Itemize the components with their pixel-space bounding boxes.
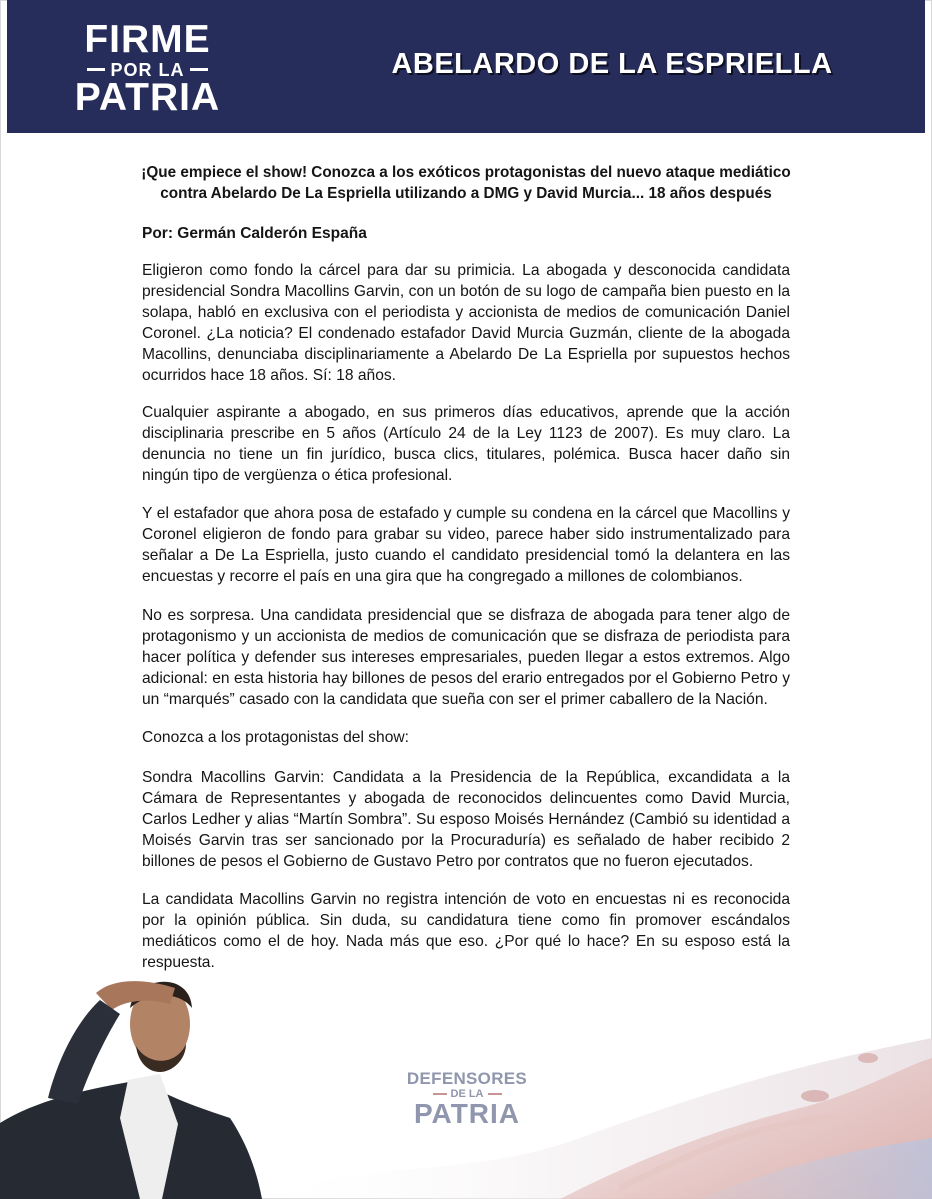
paragraph-5: Conozca a los protagonistas del show: [142,729,409,746]
firme-por-la-patria-logo [65,18,230,119]
footer-logo-line-3: PATRIA [413,1098,521,1129]
footer-logo-rule-right [488,1093,502,1095]
paragraph-6: Sondra Macollins Garvin: Candidata a la Presidencia de la República, excandidata a la Cámara de Representantes y abogada de reconocidos delincuentes como David Murcia, Carlos Ledher y alias “Martín Sombra”. Su esposo Moisés Hernández (Cambió su identidad a Moisés Garvin tras ser sancionado por la Procuraduría) es señalado de haber recibido 2 billones de pesos el Gobierno de Gustavo Petro por contratos que no fueron ejecutados. [142,769,790,870]
logo-rule-right [190,68,208,71]
logo-line-3: PATRIA [74,76,221,119]
article-title [110,162,822,204]
paragraph-1: Eligieron como fondo la cárcel para dar su primicia. La abogada y desconocida candidata presidencial Sondra Macollins Garvin, con un botón de su logo de campaña bien puesto en la solapa, habló en exclusiva con el periodista y accionista de medios de comunicación Daniel Coronel. ¿La noticia? El condenado estafador David Murcia Guzmán, cliente de la abogada Macollins, denunciaba disciplinariamente a Abelardo De La Espriella por supuestos hechos ocurridos hace 18 años. Sí: 18 años. [142,262,790,384]
article-title-line-2: contra Abelardo De La Espriella utilizando a DMG y David Murcia... 18 años después [160,185,772,202]
article-title-line-1: ¡Que empiece el show! Conozca a los exóticos protagonistas del nuevo ataque mediático [141,164,791,181]
paragraph-2: Cualquier aspirante a abogado, en sus primeros días educativos, aprende que la acción disciplinaria prescribe en 5 años (Artículo 24 de la Ley 1123 de 2007). Es muy claro. La denuncia no tiene un fin jurídico, busca clics, titulares, polémica. Busca hacer daño sin ningún tipo de vergüenza o ética profesional. [142,404,790,484]
logo-line-1: FIRME [84,18,211,61]
footer-logo-line-1: DEFENSORES [406,1069,528,1088]
paragraph-4: No es sorpresa. Una candidata presidencial que se disfraza de abogada para tener algo de protagonismo y un accionista de medios de comunicación que se disfraza de periodista para hacer política y defender sus intereses empresariales, pueden llegar a estos extremos. Algo adicional: en esta historia hay billones de pesos del erario entregados por el Gobierno Petro y un “marqués” casado con la candidata que sueña con ser el primer caballero de la Nación. [142,607,790,708]
footer-logo-line-2-text: DE LA [450,1088,484,1100]
saluting-man-figure [0,981,262,1199]
logo-rule-left [87,68,105,71]
article-byline: Por: Germán Calderón España [142,225,367,242]
paragraph-3: Y el estafador que ahora posa de estafado y cumple su condena en la cárcel que Macollins y Coronel eligieron de fondo para grabar su video, parece haber sido instrumentalizado para señalar a De La Espriella, justo cuando el candidato presidencial tomó la delantera en las encuestas y recorre el país en una gira que ha congregado a millones de colombianos. [142,505,790,585]
paragraph-7: La candidata Macollins Garvin no registra intención de voto en encuestas ni es reconocida por la opinión pública. Sin duda, su candidatura tiene como fin promover escándalos mediáticos como el de hoy. Nada más que eso. ¿Por qué lo hace? En su esposo está la respuesta. [142,891,790,971]
flag-waves [250,1038,932,1199]
header-banner [7,0,925,133]
defensores-de-la-patria-logo [400,1070,534,1128]
footer-logo-rule-left [433,1093,447,1095]
logo-line-2-text: POR LA [110,60,185,80]
header-candidate-name: ABELARDO DE LA ESPRIELLA [391,48,833,80]
